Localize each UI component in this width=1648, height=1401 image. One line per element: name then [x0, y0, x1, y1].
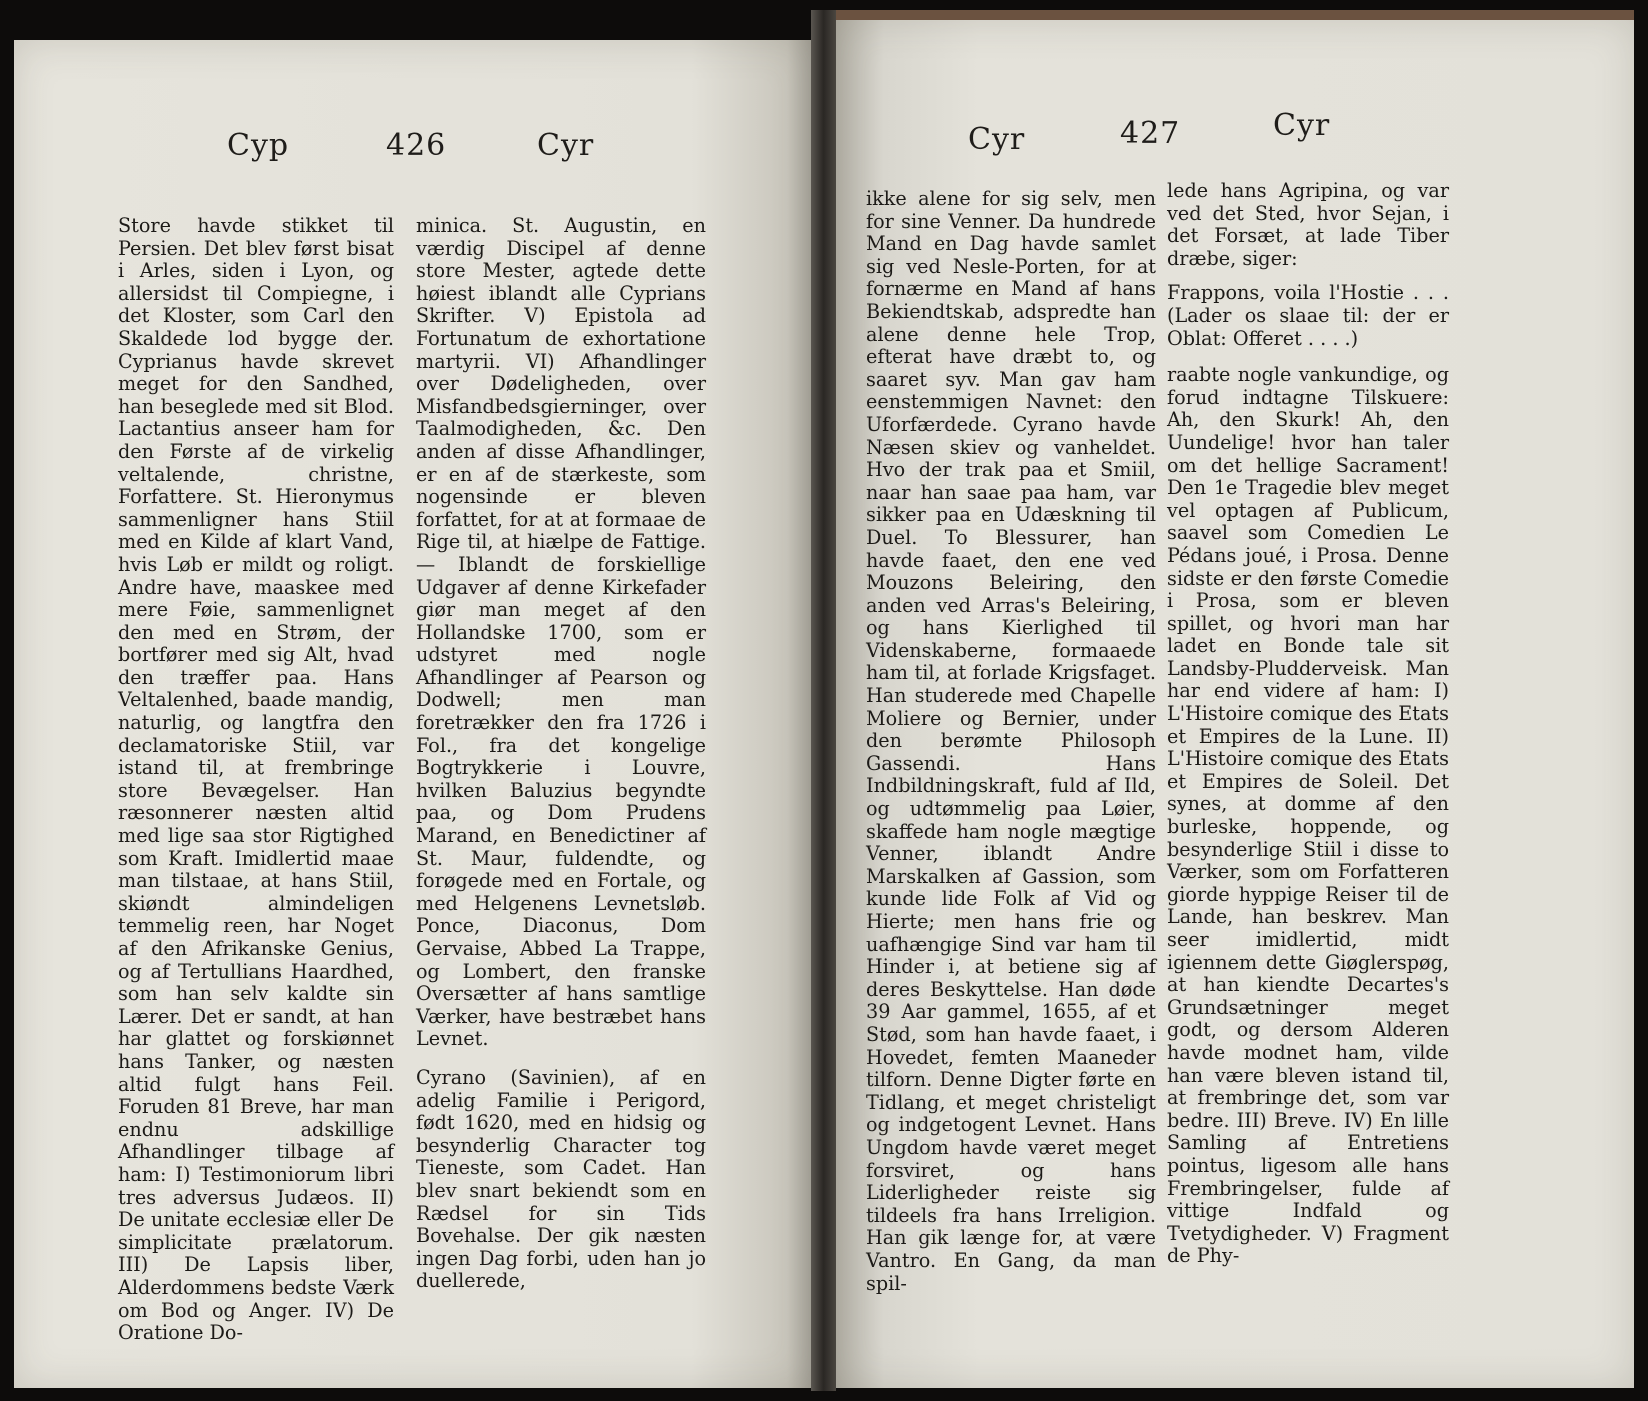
page-number: 426 [386, 128, 447, 163]
left-page-column-1 [118, 215, 394, 1345]
left-page [14, 40, 811, 1388]
page-number: 427 [1120, 116, 1181, 151]
right-page [836, 20, 1634, 1388]
quote: Frappons, voila l'Hostie . . . (Lader os slaae til: der er Oblat: Offeret . . . .) [1167, 281, 1449, 350]
book-spine [811, 10, 836, 1391]
left-page-column-2 [416, 215, 706, 1293]
header-catchword-left: Cyp [227, 128, 290, 163]
paragraph: lede hans Agripina, og var ved det Sted, hvor Sejan, i det Forsæt, at lade Tiber dræbe, siger: [1167, 179, 1449, 270]
header-catchword-right: Cyr [537, 128, 595, 163]
paragraph: minica. St. Augustin, en værdig Discipel af denne store Mester, agtede dette høiest iblandt alle Cyprians Skrifter. V) Epistola ad Fortunatum de exhortatione martyrii. VI) Afhandlinger over Dødeligheden, over Misfandbedsgierninger, over Taalmodigheden, &c. Den anden af disse Afhandlinger, er en af de stærkeste, som nogensinde er bleven forfattet, for at at formaae de Rige til, at hiælpe de Fattige. — Iblandt de forskiellige Udgaver af denne Kirkefader giør man meget af den Hollandske 1700, som er udstyret med nogle Afhandlinger af Pearson og Dodwell; men man foretrækker den fra 1726 i Fol., fra det kongelige Bogtrykkerie i Louvre, hvilken Baluzius begyndte paa, og Dom Prudens Marand, en Benedictiner af St. Maur, fuldendte, og forøgede med en Fortale, og med Helgenens Levnetsløb. Ponce, Diaconus, Dom Gervaise, Abbed La Trappe, og Lombert, den franske Oversætter af hans samtlige Værker, have bestræbet hans Levnet. [416, 214, 706, 1051]
header-catchword-left: Cyr [968, 122, 1026, 157]
paragraph: ikke alene for sig selv, men for sine Venner. Da hundrede Mand en Dag havde samlet sig ved Nesle-Porten, for at fornærme en Mand af hans Bekiendtskab, adspredte han alene denne hele Trop, efterat have dræbt to, og saaret syv. Man gav ham eenstemmigen Navnet: den Uforfærdede. Cyrano havde Næsen skiev og vanheldet. Hvo der trak paa et Smiil, naar han saae paa ham, var sikker paa en Udæskning til Duel. To Blessurer, han havde faaet, den ene ved Mouzons Beleiring, den anden ved Arras's Beleiring, og hans Kierlighed til Videnskaberne, formaaede ham til, at forlade Krigsfaget. Han studerede med Chapelle Moliere og Bernier, under den berømte Philosoph Gassendi. Hans Indbildningskraft, fuld af Ild, og udtømmelig paa Løier, skaffede ham nogle mægtige Venner, iblandt Andre Marskalken af Gassion, som kunde lide Folk af Vid og Hierte; men hans frie og uafhængige Sind var ham til Hinder i, at betiene sig af deres Beskyttelse. Han døde 39 Aar gammel, 1655, af et Stød, som han havde faaet, i Hovedet, femten Maaneder tilforn. Denne Digter førte en Tidlang, et meget christeligt og indgetogent Levnet. Hans Ungdom havde været meget forsviret, og hans Liderligheder reiste sig tildeels fra hans Irreligion. Han gik længe for, at være Vantro. En Gang, da man spil- [866, 187, 1156, 1295]
left-page-header [14, 128, 811, 178]
paragraph: raabte nogle vankundige, og forud indtagne Tilskuere: Ah, den Skurk! Ah, den Uundelige! hvor han taler om det hellige Sacrament! Den 1e Tragedie blev meget vel optagen af Publicum, saavel som Comedien Le Pédans joué, i Prosa. Denne sidste er den første Comedie i Prosa, som er bleven spillet, og hvori man har ladet en Bonde tale sit Landsby-Pludderveisk. Man har end videre af ham: I) L'Histoire comique des Etats et Empires de la Lune. II) L'Histoire comique des Etats et Empires de Soleil. Det synes, at domme af den burleske, hoppende, og besynderlige Stiil i disse to Værker, som om Forfatteren giorde hyppige Reiser til de Lande, han beskrev. Man seer imidlertid, midt igiennem dette Giøglerspøg, at han kiendte Decartes's Grundsætninger meget godt, og dersom Alderen havde modnet ham, vilde han være bleven istand til, at frembringe det, som var bedre. III) Breve. IV) En lille Samling af Entretiens pointus, ligesom alle hans Frembringelser, fulde af vittige Indfald og Tvetydigheder. V) Fragment de Phy- [1167, 363, 1449, 1268]
entry-cyrano: Cyrano (Savinien), af en adelig Familie i Perigord, født 1620, med en hidsig og besynderlig Character tog Tieneste, som Cadet. Han blev snart bekiendt som en Rædsel for sin Tids Bovehalse. Der gik næsten ingen Dag forbi, uden han jo duellerede, [416, 1065, 706, 1293]
paragraph: Store havde stikket til Persien. Det blev først bisat i Arles, siden i Lyon, og allersidst til Compiegne, i det Kloster, som Carl den Skaldede lod bygge der. Cyprianus havde skrevet meget for den Sandhed, han beseglede med sit Blod. Lactantius anseer ham for den Første af de virkelig veltalende, christne, Forfattere. St. Hieronymus sammenligner hans Stiil med en Kilde af klart Vand, hvis Løb er mildt og roligt. Andre have, maaskee med mere Føie, sammenlignet den med en Strøm, der bortfører med sig Alt, hvad den træffer paa. Hans Veltalenhed, baade mandig, naturlig, og langtfra den declamatoriske Stiil, var istand til, at frembringe store Bevægelser. Han ræsonnerer næsten altid med lige saa stor Rigtighed som Kraft. Imidlertid maae man tilstaae, at hans Stiil, skiøndt almindeligen temmelig reen, har Noget af den Afrikanske Genius, og af Tertullians Haardhed, som han selv kaldte sin Lærer. Det er sandt, at han har glattet og forskiønnet hans Tanker, og næsten altid fulgt hans Feil. Foruden 81 Breve, har man endnu adskillige Afhandlinger tilbage af ham: I) Testimoniorum libri tres adversus Judæos. II) De unitate ecclesiæ eller De simplicitate prælatorum. III) De Lapsis liber, Alderdommens bedste Værk om Bod og Anger. IV) De Oratione Do- [118, 214, 394, 1345]
header-catchword-right: Cyr [1273, 108, 1331, 143]
right-page-column-1 [866, 188, 1156, 1295]
right-page-header [836, 108, 1634, 158]
right-page-column-2 [1167, 180, 1449, 1268]
